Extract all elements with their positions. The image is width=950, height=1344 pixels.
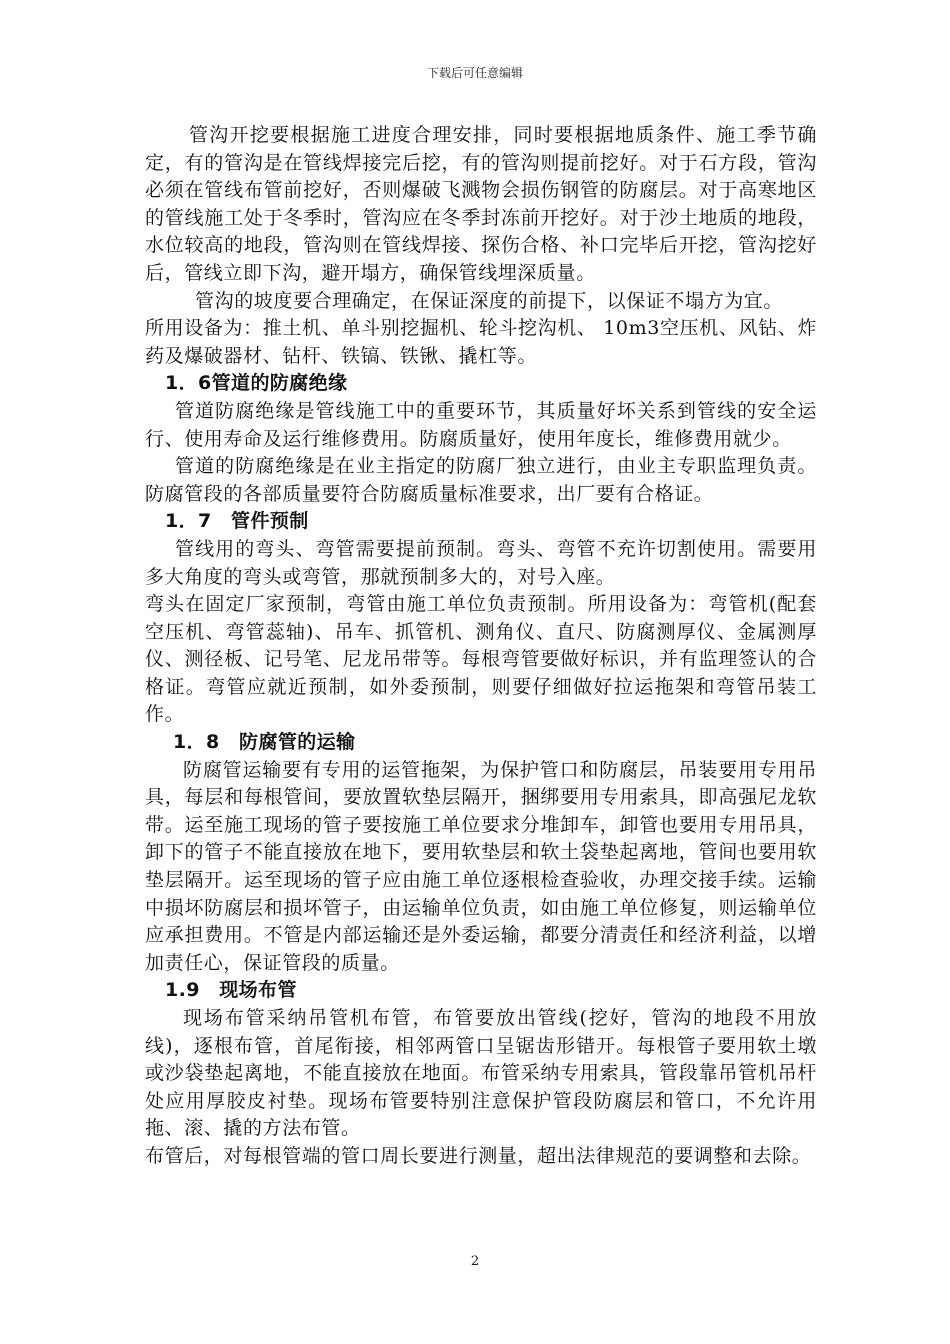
section-heading: 1．8 防腐管的运输 xyxy=(173,731,356,754)
paragraph: 防腐管运输要有专用的运管拖架，为保护管口和防腐层，吊装要用专用吊具，每层和每根管间，要放置软垫层隔开，捆绑要用专用索具，即高强尼龙软带。运至施工现场的管子要按施工单位要求分堆卸车，卸管也要用专用吊具，卸下的管子不能直接放在地下，要用软垫层和软土袋垫起离地，管间也要用软垫层隔开。运至现场的管子应由施工单位逐根检查验收，办理交接手续。运输中损坏防腐层和损坏管子，由运输单位负责，如由施工单位修复，则运输单位应承担费用。不管是内部运输还是外委运输，都要分清责任和经济利益，以增加责任心，保证管段的质量。 xyxy=(145,758,817,974)
paragraph: 现场布管采纳吊管机布管，布管要放出管线(挖好，管沟的地段不用放线)，逐根布管，首尾衔接，相邻两管口呈锯齿形错开。每根管子要用软土墩或沙袋垫起离地，不能直接放在地面。布管采纳专用索具，管段靠吊管机吊杆处应用厚胶皮衬垫。现场布管要特别注意保护管段防腐层和管口，不允许用拖、滚、撬的方法布管。 xyxy=(145,1007,817,1140)
paragraph: 布管后，对每根管端的管口周长要进行测量，超出法律规范的要调整和去除。 xyxy=(145,1144,812,1167)
header-note: 下载后可任意编辑 xyxy=(426,66,523,80)
paragraph: 弯头在固定厂家预制，弯管由施工单位负责预制。所用设备为：弯管机(配套空压机、弯管蕊轴)、吊车、抓管机、测角仪、直尺、防腐测厚仪、金属测厚仪、测径板、记号笔、尼龙吊带等。每根弯管要做好标识，并有监理签认的合格证。弯管应就近预制，如外委预制，则要仔细做好拉运拖架和弯管吊装工作。 xyxy=(145,593,817,726)
paragraph: 所用设备为：推土机、单斗别挖掘机、轮斗挖沟机、 10m3空压机、风钻、炸药及爆破器材、钻杆、铁镐、铁锹、撬杠等。 xyxy=(145,317,817,367)
document-body xyxy=(145,122,817,1171)
paragraph: 管线用的弯头、弯管需要提前预制。弯头、弯管不充许切割使用。需要用多大角度的弯头或弯管，那就预制多大的，对号入座。 xyxy=(145,537,817,588)
paragraph: 管沟的坡度要合理确定，在保证深度的前提下，以保证不塌方为宜。 xyxy=(195,289,784,312)
section-heading: 1．7 管件预制 xyxy=(165,510,309,533)
paragraph: 管道的防腐绝缘是在业主指定的防腐厂独立进行，由业主专职监理负责。防腐管段的各部质量要符合防腐质量标准要求，出厂要有合格证。 xyxy=(145,455,817,505)
section-heading: 1.9 现场布管 xyxy=(165,979,297,1002)
page-number: 2 xyxy=(470,1254,480,1269)
section-heading: 1．6管道的防腐绝缘 xyxy=(165,372,348,395)
paragraph: 管道防腐绝缘是管线施工中的重要环节，其质量好坏关系到管线的安全运行、使用寿命及运行维修费用。防腐质量好，使用年度长，维修费用就少。 xyxy=(145,399,817,450)
paragraph: 管沟开挖要根据施工进度合理安排，同时要根据地质条件、施工季节确定，有的管沟是在管线焊接完后挖，有的管沟则提前挖好。对于石方段，管沟必须在管线布管前挖好，否则爆破飞溅物会损伤钢管的防腐层。对于高寒地区的管线施工处于冬季时，管沟应在冬季封冻前开挖好。对于沙土地质的地段，水位较高的地段，管沟则在管线焊接、探伤合格、补口完毕后开挖，管沟挖好后，管线立即下沟，避开塌方，确保管线埋深质量。 xyxy=(145,124,817,284)
